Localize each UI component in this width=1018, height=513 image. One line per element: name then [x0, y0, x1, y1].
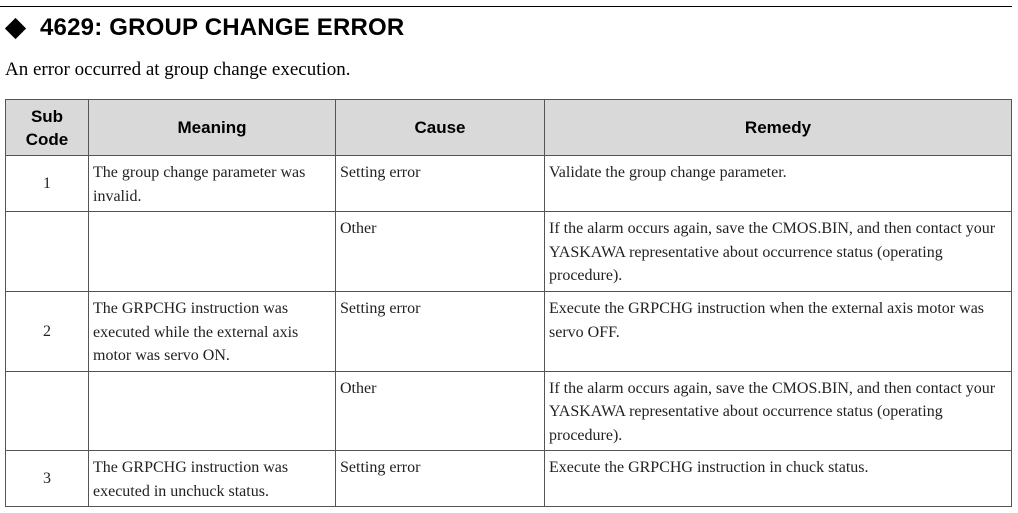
- table-row: [6, 212, 1012, 292]
- sub-code-cell: [6, 371, 89, 451]
- cause-cell: Setting error: [336, 292, 545, 372]
- error-table: [5, 99, 1012, 507]
- remedy-cell: Validate the group change parameter.: [545, 156, 1012, 212]
- header-cause: Cause: [336, 100, 545, 156]
- table-row: [6, 451, 1012, 507]
- error-description: An error occurred at group change execution.: [5, 59, 351, 80]
- cause-cell: Setting error: [336, 451, 545, 507]
- sub-code-cell: 1: [6, 156, 89, 212]
- meaning-cell: The GRPCHG instruction was executed while the external axis motor was servo ON.: [89, 292, 336, 372]
- table-row: [6, 371, 1012, 451]
- sub-code-cell: 3: [6, 451, 89, 507]
- cause-cell: Setting error: [336, 156, 545, 212]
- remedy-cell: If the alarm occurs again, save the CMOS.BIN, and then contact your YASKAWA representative about occurrence status (operating procedure).: [545, 212, 1012, 292]
- error-title: 4629: GROUP CHANGE ERROR: [40, 14, 405, 41]
- table-row: [6, 292, 1012, 372]
- meaning-cell: The group change parameter was invalid.: [89, 156, 336, 212]
- header-sub-code-line1: Sub: [30, 106, 64, 126]
- table-row: [6, 156, 1012, 212]
- diamond-bullet-icon: [5, 17, 26, 38]
- header-meaning: Meaning: [89, 100, 336, 156]
- header-sub-code: [6, 100, 89, 156]
- meaning-cell: [89, 371, 336, 451]
- meaning-cell: The GRPCHG instruction was executed in unchuck status.: [89, 451, 336, 507]
- header-remedy: Remedy: [545, 100, 1012, 156]
- sub-code-cell: 2: [6, 292, 89, 372]
- remedy-cell: If the alarm occurs again, save the CMOS.BIN, and then contact your YASKAWA representative about occurrence status (operating procedure).: [545, 371, 1012, 451]
- remedy-cell: Execute the GRPCHG instruction in chuck status.: [545, 451, 1012, 507]
- meaning-cell: [89, 212, 336, 292]
- table-header-row: [6, 100, 1012, 156]
- section-heading: [4, 10, 404, 46]
- cause-cell: Other: [336, 371, 545, 451]
- cause-cell: Other: [336, 212, 545, 292]
- sub-code-cell: [6, 212, 89, 292]
- remedy-cell: Execute the GRPCHG instruction when the external axis motor was servo OFF.: [545, 292, 1012, 372]
- top-rule: [0, 6, 1012, 7]
- header-sub-code-line2: Code: [25, 129, 69, 149]
